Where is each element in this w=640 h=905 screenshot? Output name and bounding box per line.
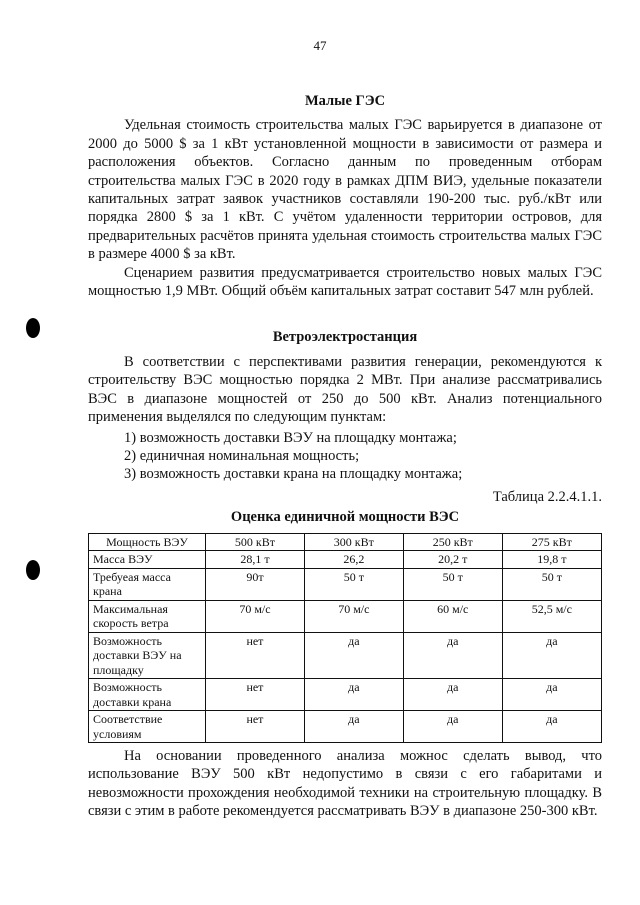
table-cell: да bbox=[502, 679, 601, 711]
table-cell: да bbox=[304, 711, 403, 743]
table-cell: да bbox=[502, 711, 601, 743]
table-cell: да bbox=[403, 679, 502, 711]
table-header-cell: Мощность ВЭУ bbox=[89, 533, 206, 551]
table-row bbox=[89, 679, 602, 711]
paragraph: Удельная стоимость строительства малых ГЭС варьируется в диапазоне от 2000 до 5000 $ за 1 кВт установленной мощности в зависимости от размера и расположения объектов. Согласно данным по проведенным отборам строительства малых ГЭС в 2020 году в рамках ДПМ ВИЭ, удельные показатели капитальных затрат заявок участников составляли 190-200 тыс. руб./кВт или порядка 2800 $ за 1 кВт. С учётом удаленности территории островов, для предварительных расчётов принята удельная стоимость строительства малых ГЭС в размере 4000 $ за кВт. bbox=[88, 117, 602, 263]
table-cell: 50 т bbox=[502, 568, 601, 600]
criteria-list bbox=[88, 429, 602, 484]
table-cell: 28,1 т bbox=[206, 551, 305, 569]
table-row-label: Возможность доставки крана bbox=[89, 679, 206, 711]
table-header-cell: 275 кВт bbox=[502, 533, 601, 551]
table-cell: да bbox=[403, 632, 502, 679]
table-row-label: Требуеая масса крана bbox=[89, 568, 206, 600]
section-heading-wind-plant: Ветроэлектростанция bbox=[272, 329, 418, 346]
table-cell: 26,2 bbox=[304, 551, 403, 569]
table-cell: нет bbox=[206, 679, 305, 711]
table-cell: да bbox=[304, 632, 403, 679]
binder-hole-mark bbox=[26, 318, 40, 338]
table-header-cell: 250 кВт bbox=[403, 533, 502, 551]
table-reference: Таблица 2.2.4.1.1. bbox=[492, 488, 602, 505]
table-cell: нет bbox=[206, 711, 305, 743]
list-item: 1) возможность доставки ВЭУ на площадку монтажа; bbox=[124, 429, 457, 446]
table-row-label: Масса ВЭУ bbox=[89, 551, 206, 569]
table-cell: нет bbox=[206, 632, 305, 679]
table-cell: 70 м/с bbox=[206, 600, 305, 632]
table-cell: 52,5 м/с bbox=[502, 600, 601, 632]
table-cell: 90т bbox=[206, 568, 305, 600]
table-row-label: Соответствие условиям bbox=[89, 711, 206, 743]
wind-turbine-table bbox=[88, 533, 602, 744]
list-item: 3) возможность доставки крана на площадку монтажа; bbox=[124, 466, 463, 483]
section-heading-small-hpp: Малые ГЭС bbox=[304, 93, 386, 109]
table-row-label: Максимальная скорость ветра bbox=[89, 600, 206, 632]
table-title: Оценка единичной мощности ВЭС bbox=[230, 509, 460, 526]
table-row bbox=[89, 711, 602, 743]
table-row bbox=[89, 551, 602, 569]
paragraph: В соответствии с перспективами развития генерации, рекомендуются к строительству ВЭС мощностью порядка 2 МВт. При анализе рассматривались ВЭС в диапазоне мощностей от 250 до 500 кВт. Анализ потенциального применения выделялся по следующим пунктам: bbox=[88, 353, 602, 426]
binder-hole-mark bbox=[26, 560, 40, 580]
list-item: 2) единичная номинальная мощность; bbox=[124, 447, 360, 464]
table-row bbox=[89, 568, 602, 600]
table-row bbox=[89, 600, 602, 632]
table-header-row bbox=[89, 533, 602, 551]
document-body bbox=[88, 92, 602, 821]
table-cell: 20,2 т bbox=[403, 551, 502, 569]
table-cell: да bbox=[304, 679, 403, 711]
table-row bbox=[89, 632, 602, 679]
table-cell: 70 м/с bbox=[304, 600, 403, 632]
page-number: 47 bbox=[313, 38, 327, 53]
table-cell: да bbox=[403, 711, 502, 743]
table-header-cell: 300 кВт bbox=[304, 533, 403, 551]
paragraph: Сценарием развития предусматривается строительство новых малых ГЭС мощностью 1,9 МВт. Общий объём капитальных затрат составит 547 млн рублей. bbox=[88, 264, 602, 300]
table-row-label: Возможность доставки ВЭУ на площадку bbox=[89, 632, 206, 679]
table-cell: 50 т bbox=[304, 568, 403, 600]
table-cell: 19,8 т bbox=[502, 551, 601, 569]
table-cell: 60 м/с bbox=[403, 600, 502, 632]
table-header-cell: 500 кВт bbox=[206, 533, 305, 551]
table-cell: 50 т bbox=[403, 568, 502, 600]
conclusion-paragraph: На основании проведенного анализа можнос сделать вывод, что использование ВЭУ 500 кВт недопустимо в связи с его габаритами и невозможности прохождения необходимой техники на строительную площадку. В связи с этим в работе рекомендуется рассматривать ВЭУ в диапазоне 250-300 кВт. bbox=[88, 748, 602, 820]
table-cell: да bbox=[502, 632, 601, 679]
